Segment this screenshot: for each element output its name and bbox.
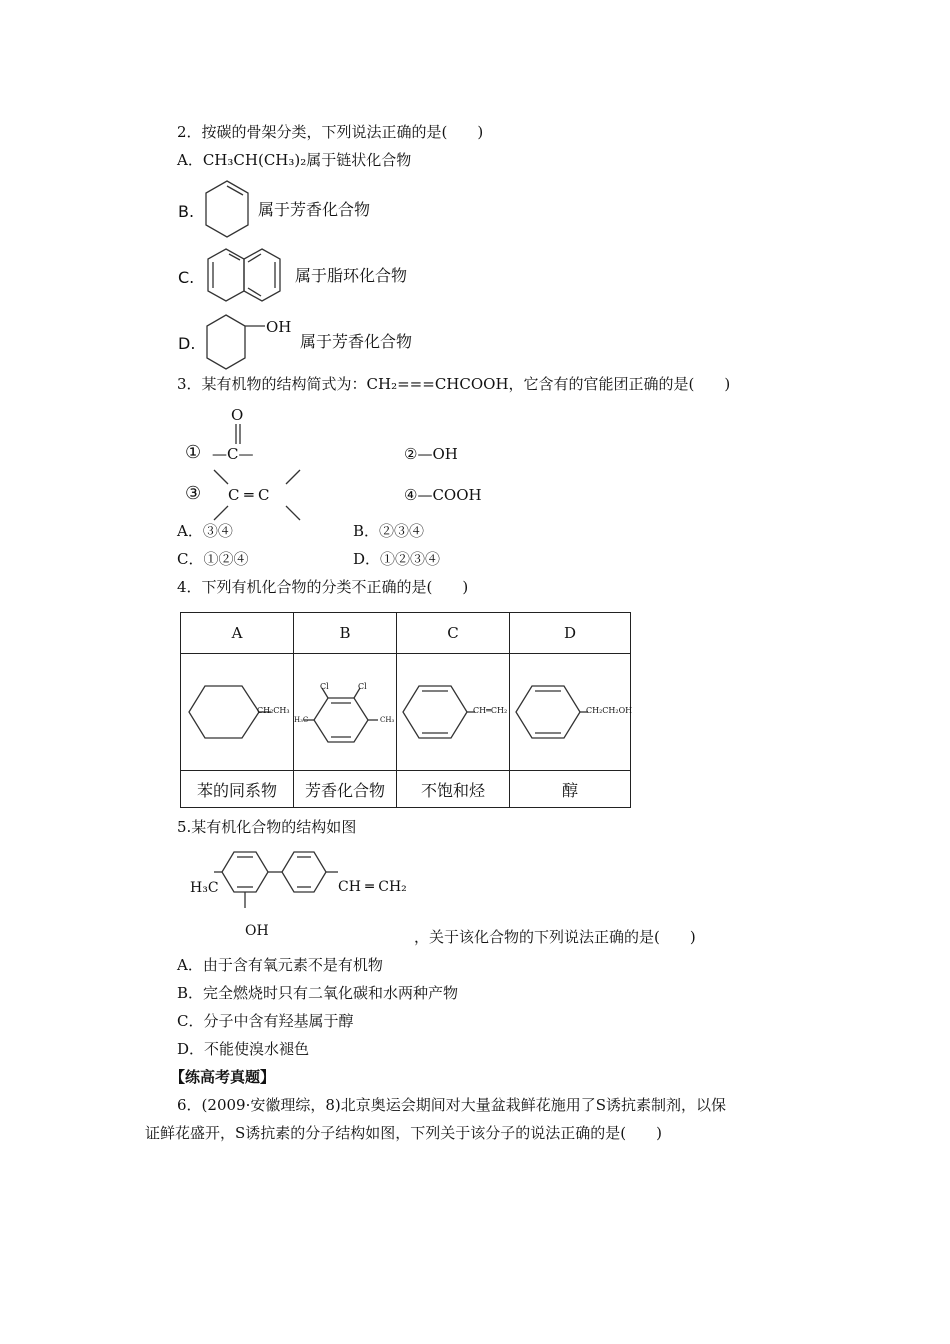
q3-group3-mark: ③ [185,483,202,504]
q3-group1-double-bond [233,424,243,446]
q5-stem: 5.某有机化合物的结构如图 [177,818,357,836]
q2-option-d-oh: OH [266,318,292,336]
q6-line2: 证鲜花盛开，S诱抗素的分子结构如图，下列关于该分子的说法正确的是( ) [145,1124,662,1142]
q3-group3-formula: C ═ C [228,486,270,504]
q5-h3c: H₃C [190,880,219,896]
q3-option-d: D．①②③④ [353,550,441,568]
q4-substituent-a: CH₂CH₃ [257,706,290,715]
q4-substituent-b-cl2: Cl [358,682,367,691]
q4-structure-c [397,654,510,771]
q3-option-a: A．③④ [177,522,233,540]
q3-group4: ④—COOH [404,486,482,504]
q4-header-d: D [510,613,631,654]
q2-option-b-letter: B. [178,202,195,221]
q2-option-d-letter: D. [178,334,196,353]
q6-line1: 6．(2009·安徽理综，8)北京奥运会期间对大量盆栽鲜花施用了S诱抗素制剂，以保 [177,1096,727,1114]
q4-table [180,612,631,808]
section-heading: 【练高考真题】 [170,1068,276,1086]
q5-option-d: D．不能使溴水褪色 [177,1040,310,1058]
q5-option-b: B．完全燃烧时只有二氧化碳和水两种产物 [177,984,459,1002]
q2-option-b-text: 属于芳香化合物 [258,200,371,219]
q4-structure-b [294,654,397,771]
q5-option-a: A．由于含有氧元素不是有机物 [177,956,383,974]
q2-option-d-text: 属于芳香化合物 [300,332,413,351]
q4-structure-a [181,654,294,771]
q4-header-c: C [397,613,510,654]
q2-stem: 2．按碳的骨架分类，下列说法正确的是( ) [177,123,484,141]
q5-oh: OH [245,923,269,939]
q4-substituent-b-ch3: CH₃ [380,716,395,724]
q5-option-c: C．分子中含有羟基属于醇 [177,1012,354,1030]
q4-substituent-b-h3c: H₃C [294,716,309,724]
q3-option-c: C．①②④ [177,550,249,568]
q2-option-a: A．CH₃CH(CH₃)₂属于链状化合物 [177,151,412,169]
q4-name-c: 不饱和烃 [397,771,510,808]
q4-header-b: B [294,613,397,654]
q2-option-c-text: 属于脂环化合物 [295,266,408,285]
q4-name-a: 苯的同系物 [181,771,294,808]
q2-option-b-ring [204,179,250,241]
q5-biphenyl-structure [214,850,344,926]
q2-option-d-cyclohexanol [205,312,267,374]
q4-name-d: 醇 [510,771,631,808]
q3-group2: ②—OH [404,445,458,463]
q4-substituent-c: CH═CH₂ [473,706,508,715]
q4-name-b: 芳香化合物 [294,771,397,808]
q4-header-a: A [181,613,294,654]
q2-option-c-naphthalene [205,245,287,307]
q3-group1-o: O [231,406,244,424]
q3-group1-formula: —C— [212,445,254,463]
q4-substituent-d: CH₂CH₂OH [586,706,633,715]
q4-substituent-b-cl1: Cl [320,682,329,691]
q4-structure-d [510,654,631,771]
q2-option-c-letter: C. [178,268,195,287]
q3-group1-mark: ① [185,442,202,463]
q5-stem-tail: ，关于该化合物的下列说法正确的是( ) [414,928,696,946]
q3-option-b: B．②③④ [353,522,425,540]
q3-stem: 3．某有机物的结构简式为：CH₂===CHCOOH，它含有的官能团正确的是( ) [177,375,731,393]
q5-vinyl: CH ═ CH₂ [338,879,407,895]
q4-stem: 4．下列有机化合物的分类不正确的是( ) [177,578,469,596]
